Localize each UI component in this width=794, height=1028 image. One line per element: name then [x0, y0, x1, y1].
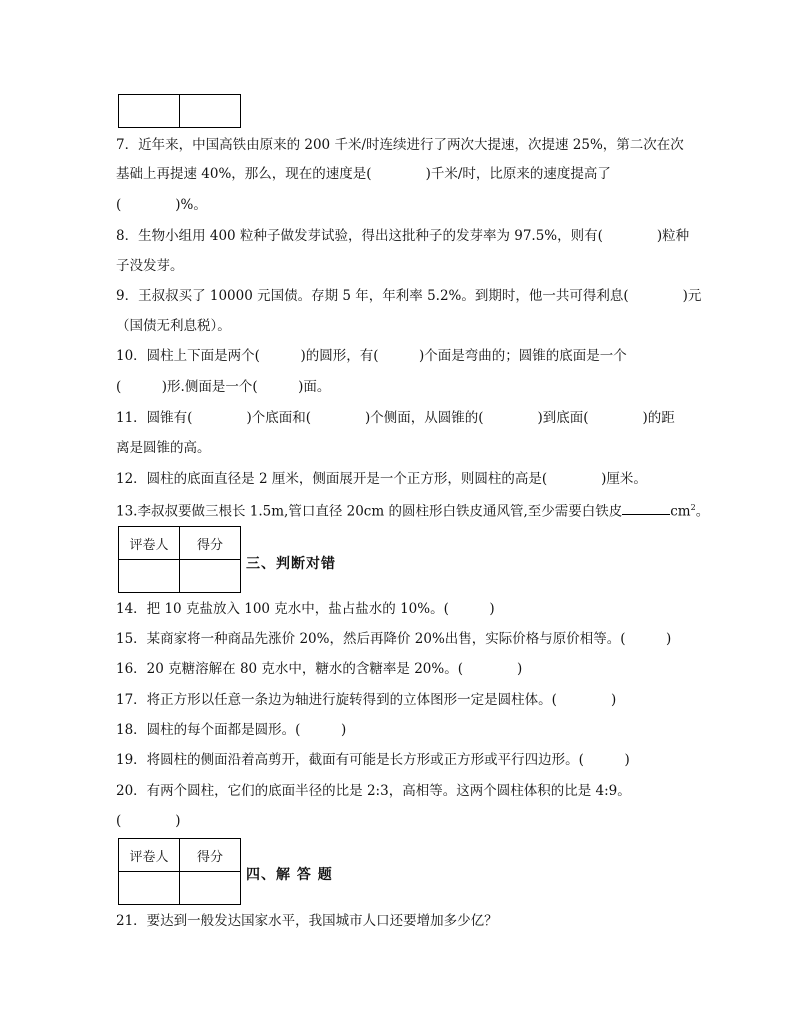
question-13-end: 。 — [695, 503, 710, 520]
question-8-line-2: 子没发芽。 — [116, 258, 184, 274]
grading-box-section-3 — [118, 526, 241, 593]
reviewer-header: 评卷人 — [119, 527, 180, 560]
question-8-line-1: 8．生物小组用 400 粒种子做发芽试验，得出这批种子的发芽率为 97.5%，则有( )粒种 — [116, 228, 690, 244]
grading-box-section-4 — [118, 838, 241, 905]
question-9-line-1: 9．王叔叔买了 10000 元国债。存期 5 年，年利率 5.2%。到期时，他一共可得利息( )元 — [116, 288, 702, 304]
question-12: 12．圆柱的底面直径是 2 厘米，侧面展开是一个正方形，则圆柱的高是( )厘米。 — [116, 471, 647, 487]
question-18: 18．圆柱的每个面都是圆形。( ) — [116, 722, 347, 738]
question-11-line-2: 离是圆锥的高。 — [116, 440, 211, 456]
question-15: 15．某商家将一种商品先涨价 20%，然后再降价 20%出售，实际价格与原价相等。( ) — [116, 631, 672, 647]
question-13-unit: cm — [670, 503, 691, 520]
grading-cell — [180, 95, 241, 128]
reviewer-cell[interactable] — [119, 560, 180, 593]
question-21: 21．要达到一般发达国家水平，我国城市人口还要增加多少亿？ — [116, 913, 498, 929]
reviewer-cell[interactable] — [119, 872, 180, 905]
question-7-line-1: 7．近年来，中国高铁由原来的 200 千米/时连续进行了两次大提速，次提速 25%，第二次在次 — [116, 137, 684, 153]
score-cell[interactable] — [180, 872, 241, 905]
question-10-line-1: 10．圆柱上下面是两个( )的圆形，有( )个面是弯曲的；圆锥的底面是一个 — [116, 348, 627, 364]
section-3-title: 三、判断对错 — [246, 556, 336, 572]
question-11-line-1: 11．圆锥有( )个底面和( )个侧面，从圆锥的( )到底面( )的距 — [116, 410, 675, 426]
question-9-line-2: （国债无利息税）。 — [116, 318, 231, 334]
score-cell[interactable] — [180, 560, 241, 593]
grading-box-top — [118, 94, 241, 128]
question-13 — [116, 504, 709, 519]
score-header: 得分 — [180, 527, 241, 560]
reviewer-header: 评卷人 — [119, 839, 180, 872]
question-16: 16．20 克糖溶解在 80 克水中，糖水的含糖率是 20%。( ) — [116, 661, 523, 677]
grading-cell — [119, 95, 180, 128]
question-20-line-2: ( ) — [116, 813, 181, 829]
question-14: 14．把 10 克盐放入 100 克水中，盐占盐水的 10%。( ) — [116, 601, 495, 617]
question-17: 17．将正方形以任意一条边为轴进行旋转得到的立体图形一定是圆柱体。( ) — [116, 692, 617, 708]
question-10-line-2: ( )形.侧面是一个( )面。 — [116, 379, 331, 395]
answer-blank[interactable] — [622, 513, 670, 515]
section-4-title: 四、解 答 题 — [246, 867, 333, 883]
question-7-line-3: ( )%。 — [116, 197, 207, 213]
question-13-exponent: 2 — [690, 503, 696, 512]
question-7-line-2: 基础上再提速 40%，那么，现在的速度是( )千米/时，比原来的速度提高了 — [116, 166, 611, 182]
score-header: 得分 — [180, 839, 241, 872]
question-20-line-1: 20．有两个圆柱，它们的底面半径的比是 2:3，高相等。这两个圆柱体积的比是 4:9。 — [116, 783, 631, 799]
question-19: 19．将圆柱的侧面沿着高剪开，截面有可能是长方形或正方形或平行四边形。( ) — [116, 752, 630, 768]
question-13-text: 13.李叔叔要做三根长 1.5m,管口直径 20cm 的圆柱形白铁皮通风管,至少需要白铁皮 — [116, 503, 623, 520]
